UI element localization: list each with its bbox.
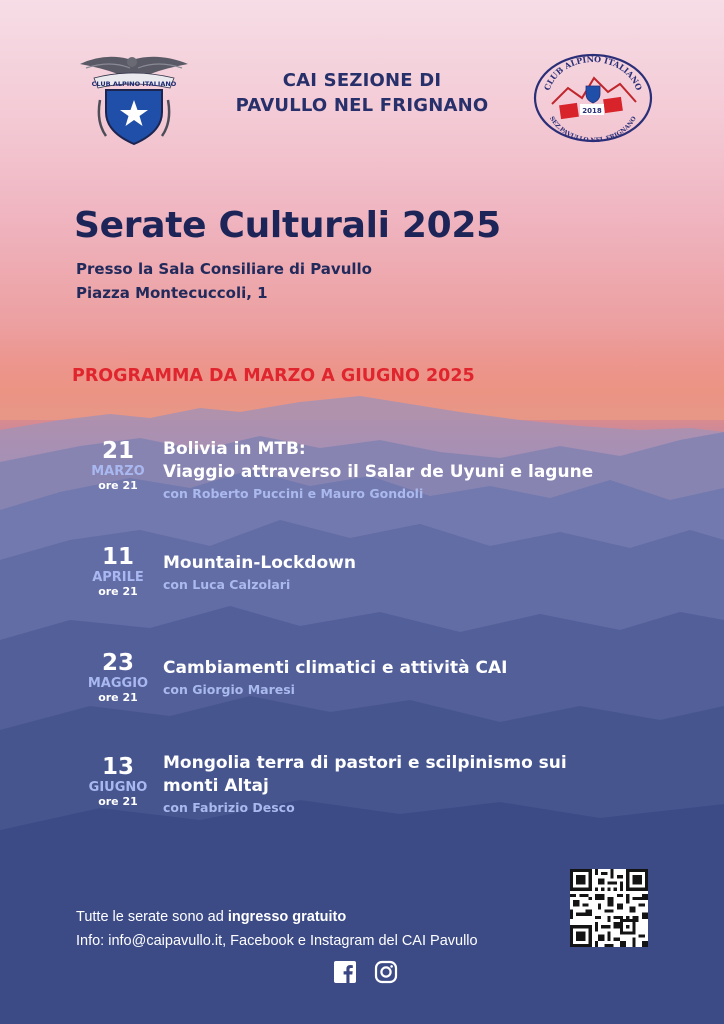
event-day: 11 [101,544,134,570]
event-month: APRILE [92,570,144,585]
free-entry-bold: ingresso gratuito [227,909,347,925]
section-name-line1: CAI SEZIONE DI [282,70,442,91]
event-speakers: con Fabrizio Desco [163,800,295,815]
event-time: ore 21 [98,795,138,808]
event-month: MARZO [91,464,145,479]
event-date [78,544,158,599]
event-speakers: con Luca Calzolari [163,577,291,592]
free-entry-prefix: Tutte le serate sono ad [76,909,228,925]
event-time: ore 21 [98,479,138,492]
event-time: ore 21 [98,585,138,598]
event-day: 21 [101,438,134,464]
logo-right-top-text: CLUB ALPINO ITALIANO [541,53,645,92]
event-date [78,754,158,809]
cai-eagle-shield-logo [76,50,192,148]
qr-code[interactable] [570,869,648,947]
event-month: MAGGIO [87,676,149,691]
event-speakers: con Giorgio Maresi [163,682,295,697]
event-speakers: con Roberto Puccini e Mauro Gondoli [163,486,424,501]
event-details [163,552,663,594]
facebook-icon[interactable] [333,960,357,984]
event-details [163,752,663,817]
venue-line2: Piazza Montecuccoli, 1 [76,284,268,302]
event-day: 13 [101,754,134,780]
cai-pavullo-badge-logo [532,52,654,144]
event-title-line2: Viaggio attraverso il Salar de Uyuni e lagune [163,462,594,482]
event-title-line1: Cambiamenti climatici e attività CAI [163,658,508,678]
event-title-line1: Bolivia in MTB: [163,439,306,459]
event-date [78,438,158,493]
event-title-line1: Mountain-Lockdown [163,553,356,573]
event-month: GIUGNO [88,780,148,795]
instagram-icon[interactable] [374,960,398,984]
program-title: PROGRAMMA DA MARZO A GIUGNO 2025 [72,366,475,386]
section-name-line2: PAVULLO NEL FRIGNANO [235,95,489,116]
event-title-line2: monti Altaj [163,776,269,796]
event-details [163,438,663,503]
event-details [163,657,663,699]
page-title: Serate Culturali 2025 [74,205,501,246]
logo-right-bottom-text: SEZ.PAVULLO NEL FRIGNANO [548,115,638,144]
event-date [78,650,158,705]
event-time: ore 21 [98,691,138,704]
event-day: 23 [101,650,134,676]
contact-info[interactable]: Info: info@caipavullo.it, Facebook e Instagram del CAI Pavullo [76,933,478,949]
venue-line1: Presso la Sala Consiliare di Pavullo [76,260,372,278]
free-entry-note [76,909,346,925]
logo-right-year: 2018 [582,107,602,115]
logo-left-text: CLUB ALPINO ITALIANO [91,80,177,88]
event-title-line1: Mongolia terra di pastori e scilpinismo sui [163,753,567,773]
